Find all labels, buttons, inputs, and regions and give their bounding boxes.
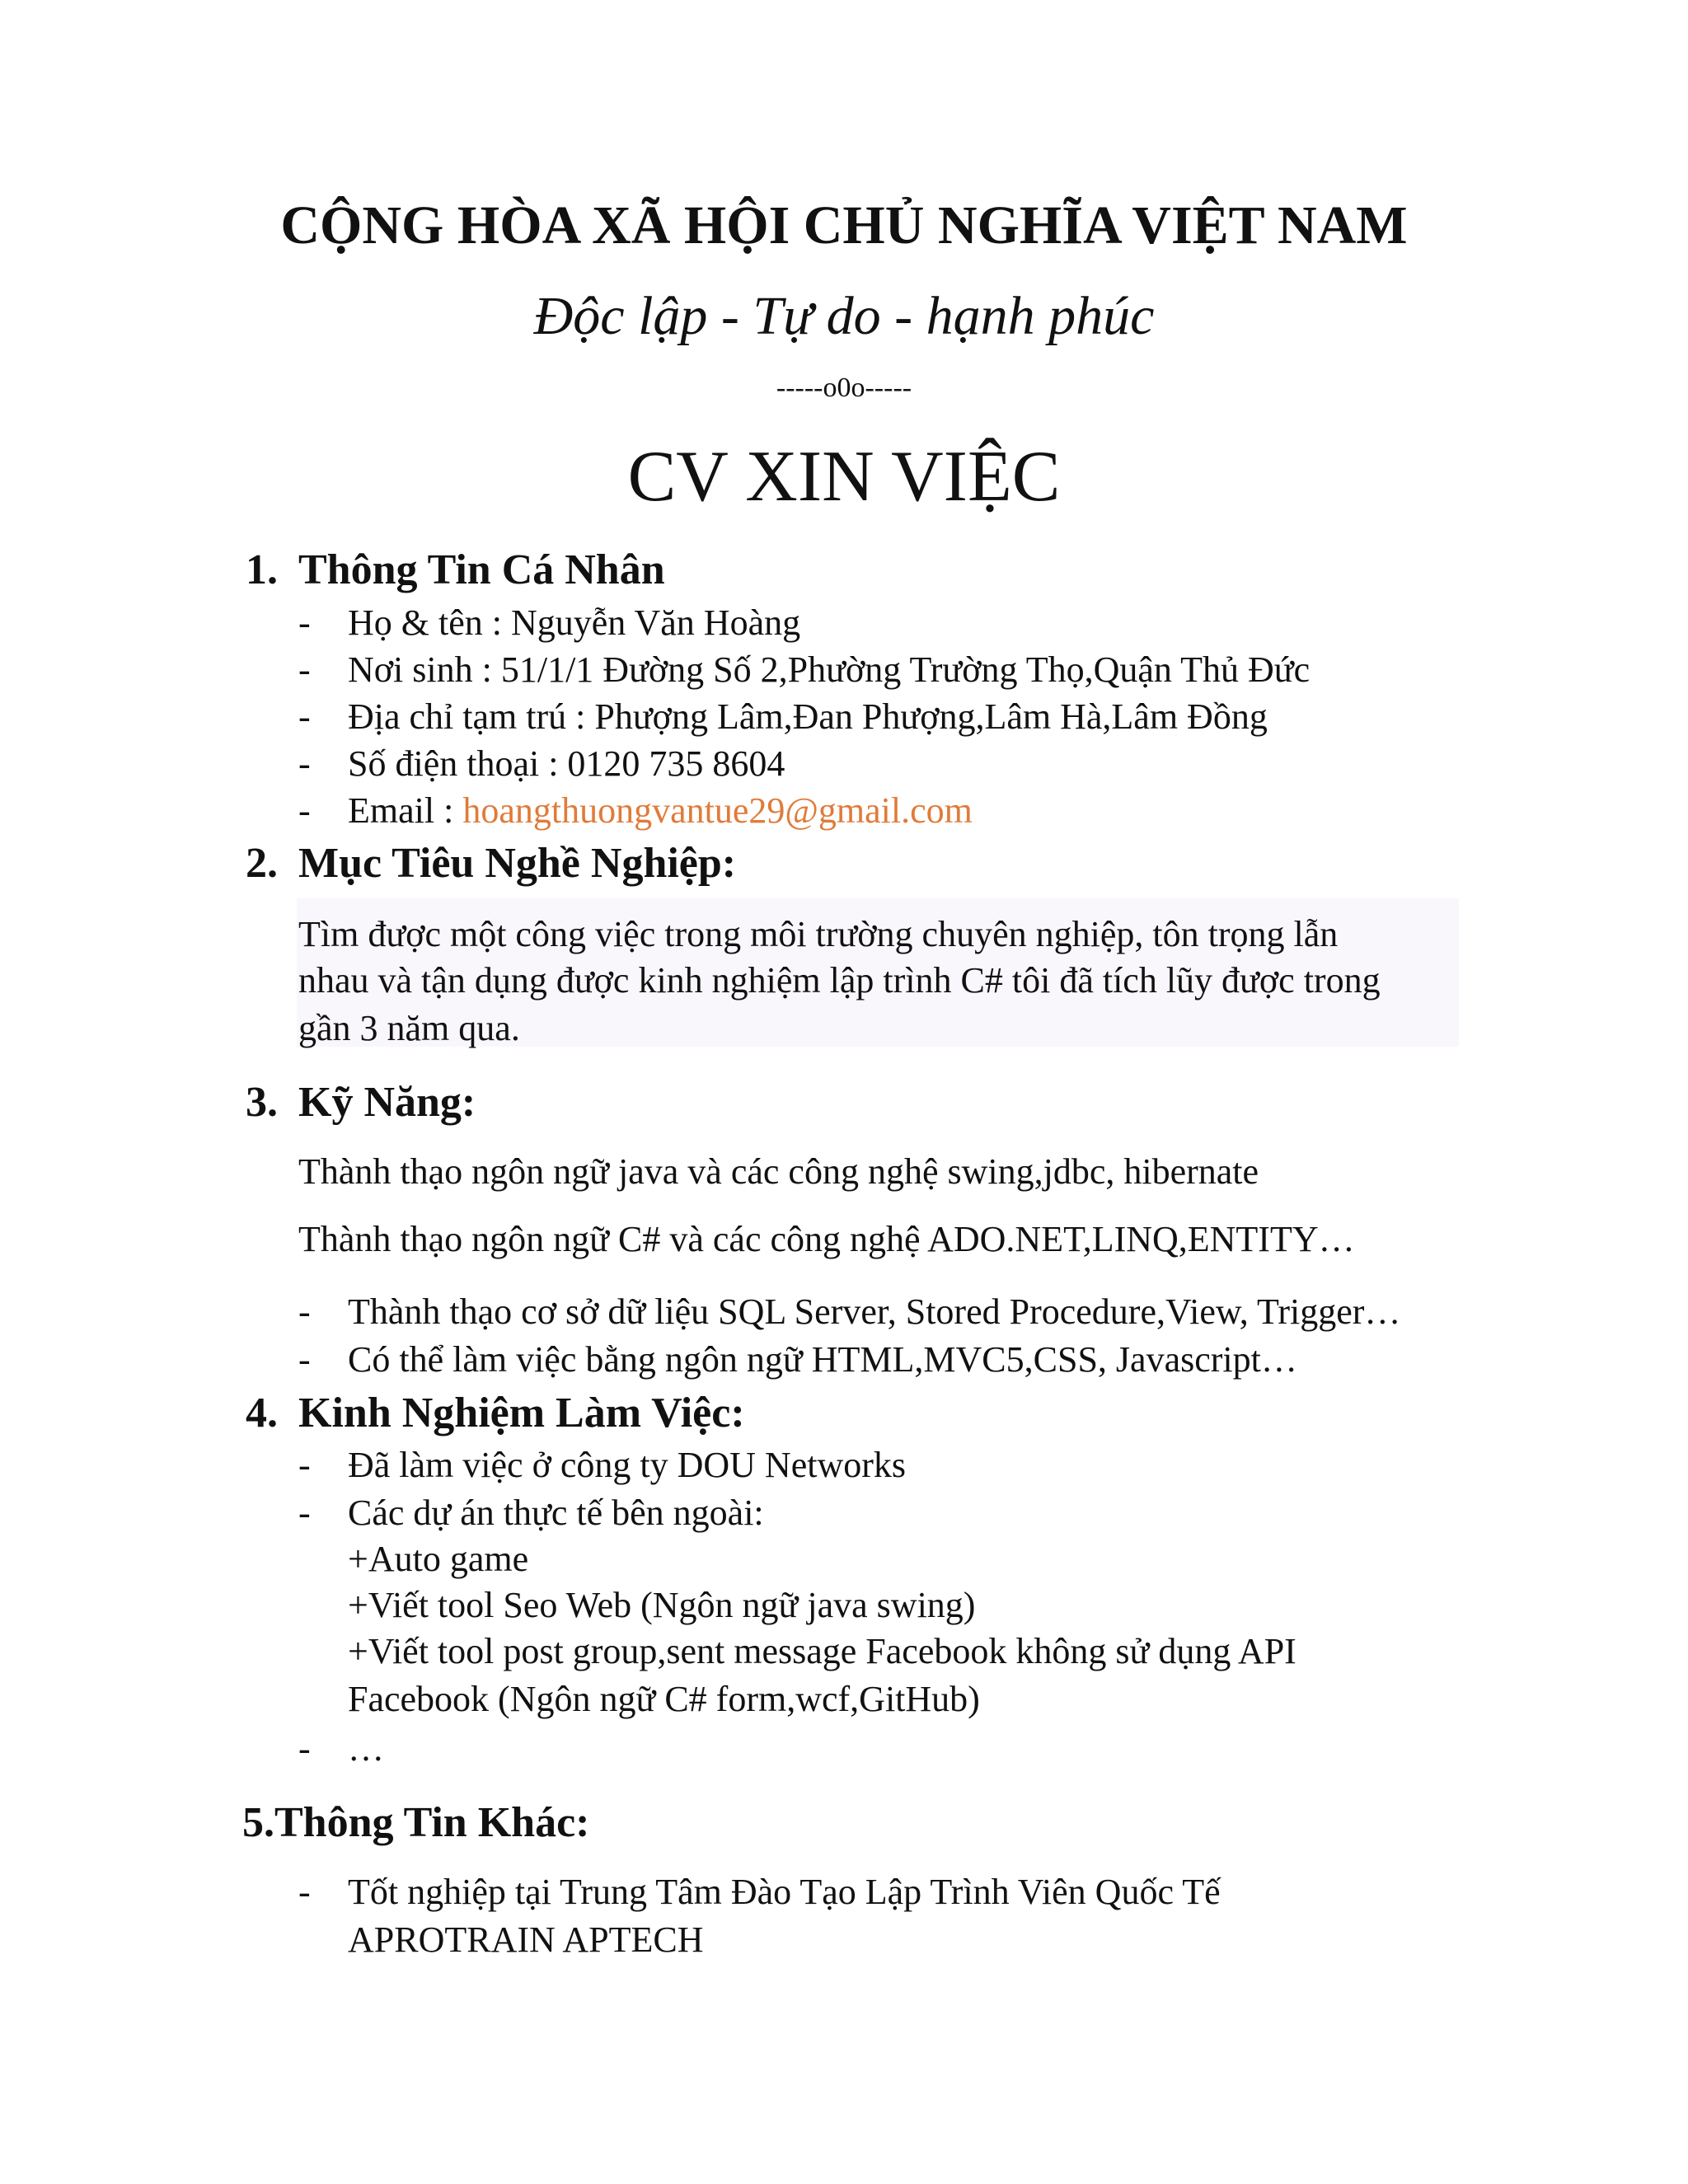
project-item: Facebook (Ngôn ngữ C# form,wcf,GitHub)	[348, 1679, 980, 1719]
skill-sql: Thành thạo cơ sở dữ liệu SQL Server, Stored Procedure,View, Trigger…	[348, 1291, 1401, 1332]
section-2-number: 2.	[246, 840, 278, 887]
project-item: +Viết tool post group,sent message Facebook không sử dụng API	[348, 1631, 1296, 1671]
email-label: Email :	[348, 790, 463, 831]
email-link[interactable]: hoangthuongvantue29@gmail.com	[462, 790, 973, 831]
skill-csharp: Thành thạo ngôn ngữ C# và các công nghệ ADO.NET,LINQ,ENTITY…	[298, 1219, 1355, 1259]
project-item: +Viết tool Seo Web (Ngôn ngữ java swing)	[348, 1585, 976, 1625]
objective-line: gần 3 năm qua.	[298, 1008, 520, 1048]
divider: -----o0o-----	[776, 373, 912, 403]
bullet: -	[298, 1728, 311, 1769]
temporary-address: Địa chỉ tạm trú : Phượng Lâm,Đan Phượng,Lâm Hà,Lâm Đồng	[348, 696, 1268, 737]
bullet: -	[298, 602, 311, 643]
experience-projects-label: Các dự án thực tế bên ngoài:	[348, 1493, 764, 1533]
project-item: +Auto game	[348, 1539, 529, 1579]
section-3-title: Kỹ Năng:	[298, 1079, 476, 1126]
section-5-title: 5.Thông Tin Khác:	[242, 1799, 590, 1846]
section-1-title: Thông Tin Cá Nhân	[298, 546, 665, 593]
bullet: -	[298, 743, 311, 784]
bullet: -	[298, 1445, 311, 1485]
full-name: Họ & tên : Nguyễn Văn Hoàng	[348, 602, 801, 643]
skill-web: Có thể làm việc bằng ngôn ngữ HTML,MVC5,CSS, Javascript…	[348, 1339, 1297, 1380]
skill-java: Thành thạo ngôn ngữ java và các công nghệ swing,jdbc, hibernate	[298, 1151, 1259, 1192]
bullet: -	[298, 649, 311, 690]
motto: Độc lập - Tự do - hạnh phúc	[533, 286, 1155, 346]
other-info-line: APROTRAIN APTECH	[348, 1919, 704, 1960]
bullet: -	[298, 1493, 311, 1533]
document-title: CV XIN VIỆC	[627, 437, 1061, 517]
national-title: CỘNG HÒA XÃ HỘI CHỦ NGHĨA VIỆT NAM	[280, 195, 1408, 255]
section-3-number: 3.	[246, 1079, 278, 1126]
section-4-number: 4.	[246, 1390, 278, 1436]
experience-more: …	[348, 1728, 384, 1769]
birthplace: Nơi sinh : 51/1/1 Đường Số 2,Phường Trường Thọ,Quận Thủ Đức	[348, 649, 1311, 690]
objective-line: nhau và tận dụng được kinh nghiệm lập trình C# tôi đã tích lũy được trong	[298, 960, 1381, 1001]
email-line	[348, 790, 973, 832]
section-2-title: Mục Tiêu Nghề Nghiệp:	[298, 840, 737, 887]
bullet: -	[298, 1291, 311, 1332]
objective-line: Tìm được một công việc trong môi trường chuyên nghiệp, tôn trọng lẫn	[298, 914, 1339, 954]
bullet: -	[298, 1339, 311, 1380]
section-4-title: Kinh Nghiệm Làm Việc:	[298, 1390, 745, 1436]
bullet: -	[298, 1872, 311, 1912]
bullet: -	[298, 696, 311, 737]
experience-company: Đã làm việc ở công ty DOU Networks	[348, 1445, 906, 1485]
other-info-line: Tốt nghiệp tại Trung Tâm Đào Tạo Lập Trình Viên Quốc Tế	[348, 1872, 1221, 1912]
bullet: -	[298, 790, 311, 831]
phone-number: Số điện thoại : 0120 735 8604	[348, 743, 785, 784]
section-1-number: 1.	[246, 546, 278, 593]
